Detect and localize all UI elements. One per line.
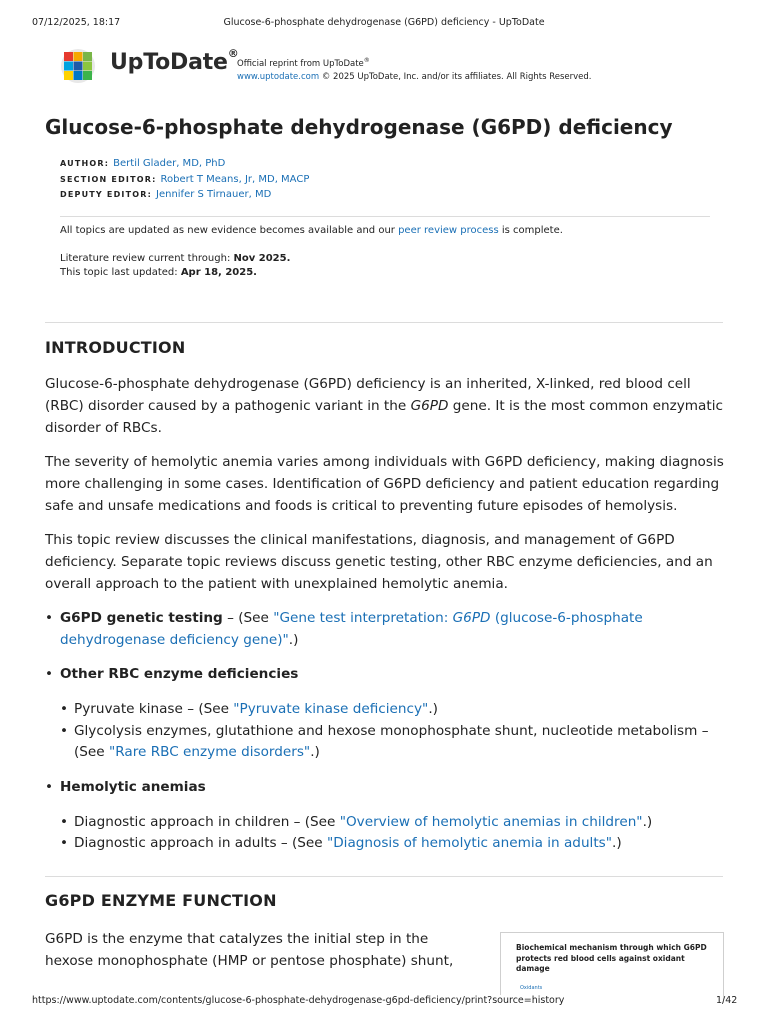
print-page-number: 1/42 bbox=[716, 995, 738, 1006]
bullet: • bbox=[60, 814, 69, 830]
intro-paragraph-1: Glucose-6-phosphate dehydrogenase (G6PD) deficiency is an inherited, X-linked, red blood cell (RBC) disorder caused by a pathogenic variant in the G6PD gene. It is the most common enzymatic disorder of RBCs. bbox=[45, 376, 723, 436]
author-line: AUTHOR: Bertil Glader, MD, PhD bbox=[60, 158, 226, 169]
section-heading-enzyme-function: G6PD ENZYME FUNCTION bbox=[45, 891, 277, 910]
author-link[interactable]: Bertil Glader, MD, PhD bbox=[113, 158, 226, 169]
list-item: • Pyruvate kinase – (See "Pyruvate kinase deficiency".) bbox=[60, 699, 727, 720]
list-item: • G6PD genetic testing – (See "Gene test interpretation: G6PD (glucose-6-phosphate dehydrogenase deficiency gene)".) bbox=[45, 607, 727, 651]
list-item: • Diagnostic approach in children – (See "Overview of hemolytic anemias in children".) bbox=[60, 812, 727, 833]
literature-review: Literature review current through: Nov 2025. bbox=[60, 253, 291, 264]
gene-test-link[interactable]: "Gene test interpretation: G6PD (glucose-6-phosphate dehydrogenase deficiency gene)" bbox=[60, 610, 643, 648]
divider bbox=[60, 216, 710, 217]
update-note: All topics are updated as new evidence becomes available and our peer review process is complete. bbox=[60, 225, 563, 236]
section-editor-line: SECTION EDITOR: Robert T Means, Jr, MD, MACP bbox=[60, 174, 310, 185]
list-item: • Other RBC enzyme deficiencies bbox=[45, 663, 727, 685]
uptodate-logo-icon bbox=[60, 48, 96, 84]
print-url: https://www.uptodate.com/contents/glucose-6-phosphate-dehydrogenase-g6pd-deficiency/print?source=history bbox=[32, 995, 568, 1006]
page-title: Glucose-6-phosphate dehydrogenase (G6PD) deficiency bbox=[45, 115, 673, 139]
hemolytic-anemia-children-link[interactable]: "Overview of hemolytic anemias in children" bbox=[339, 814, 643, 830]
figure-title: Biochemical mechanism through which G6PD protects red blood cells against oxidant damage bbox=[516, 943, 707, 973]
print-datetime: 07/12/2025, 18:17 bbox=[32, 17, 121, 28]
intro-paragraph-2: The severity of hemolytic anemia varies among individuals with G6PD deficiency, making diagnosis more challenging in some cases. Identification of G6PD deficiency and patient education regarding safe and unsafe medications and foods is critical to preventing future episodes of hemolysis. bbox=[45, 454, 724, 514]
enzyme-paragraph-line: G6PD is the enzyme that catalyzes the initial step in the bbox=[45, 931, 429, 947]
peer-review-link[interactable]: peer review process bbox=[398, 225, 499, 236]
enzyme-paragraph-line: hexose monophosphate (HMP or pentose phosphate) shunt, bbox=[45, 953, 454, 969]
rare-rbc-enzyme-link[interactable]: "Rare RBC enzyme disorders" bbox=[108, 744, 311, 760]
bullet: • bbox=[60, 701, 69, 717]
bullet: • bbox=[45, 666, 54, 682]
divider bbox=[45, 876, 723, 877]
bullet: • bbox=[45, 610, 54, 626]
divider bbox=[45, 322, 723, 323]
reprint-notice: Official reprint from UpToDate® www.uptodate.com © 2025 UpToDate, Inc. and/or its affiliates. All Rights Reserved. bbox=[237, 57, 592, 82]
pyruvate-kinase-link[interactable]: "Pyruvate kinase deficiency" bbox=[233, 701, 429, 717]
intro-paragraph-3: This topic review discusses the clinical manifestations, diagnosis, and management of G6PD deficiency. Separate topic reviews discuss genetic testing, other RBC enzyme deficiencies, and an overall approach to the patient with unexplained hemolytic anemia. bbox=[45, 532, 713, 592]
print-page-title: Glucose-6-phosphate dehydrogenase (G6PD) deficiency - UpToDate bbox=[223, 17, 545, 28]
section-heading-introduction: INTRODUCTION bbox=[45, 338, 186, 357]
figure-label: Oxidants bbox=[520, 985, 543, 991]
figure-thumbnail[interactable] bbox=[500, 932, 724, 1003]
list-item: • Diagnostic approach in adults – (See "Diagnosis of hemolytic anemia in adults".) bbox=[60, 833, 727, 854]
list-item: • Hemolytic anemias bbox=[45, 776, 727, 798]
deputy-editor-link[interactable]: Jennifer S Tirnauer, MD bbox=[156, 189, 272, 200]
last-updated: This topic last updated: Apr 18, 2025. bbox=[60, 267, 257, 278]
bullet: • bbox=[60, 835, 69, 851]
site-link[interactable]: www.uptodate.com bbox=[237, 71, 320, 82]
hemolytic-anemia-adults-link[interactable]: "Diagnosis of hemolytic anemia in adults" bbox=[326, 835, 612, 851]
bullet: • bbox=[45, 779, 54, 795]
section-editor-link[interactable]: Robert T Means, Jr, MD, MACP bbox=[160, 174, 310, 185]
list-item: • Glycolysis enzymes, glutathione and hexose monophosphate shunt, nucleotide metabolism – (See "Rare RBC enzyme disorders".) bbox=[60, 723, 709, 760]
brand-name: UpToDate® bbox=[110, 46, 239, 75]
bullet: • bbox=[60, 723, 69, 739]
deputy-editor-line: DEPUTY EDITOR: Jennifer S Tirnauer, MD bbox=[60, 189, 272, 200]
